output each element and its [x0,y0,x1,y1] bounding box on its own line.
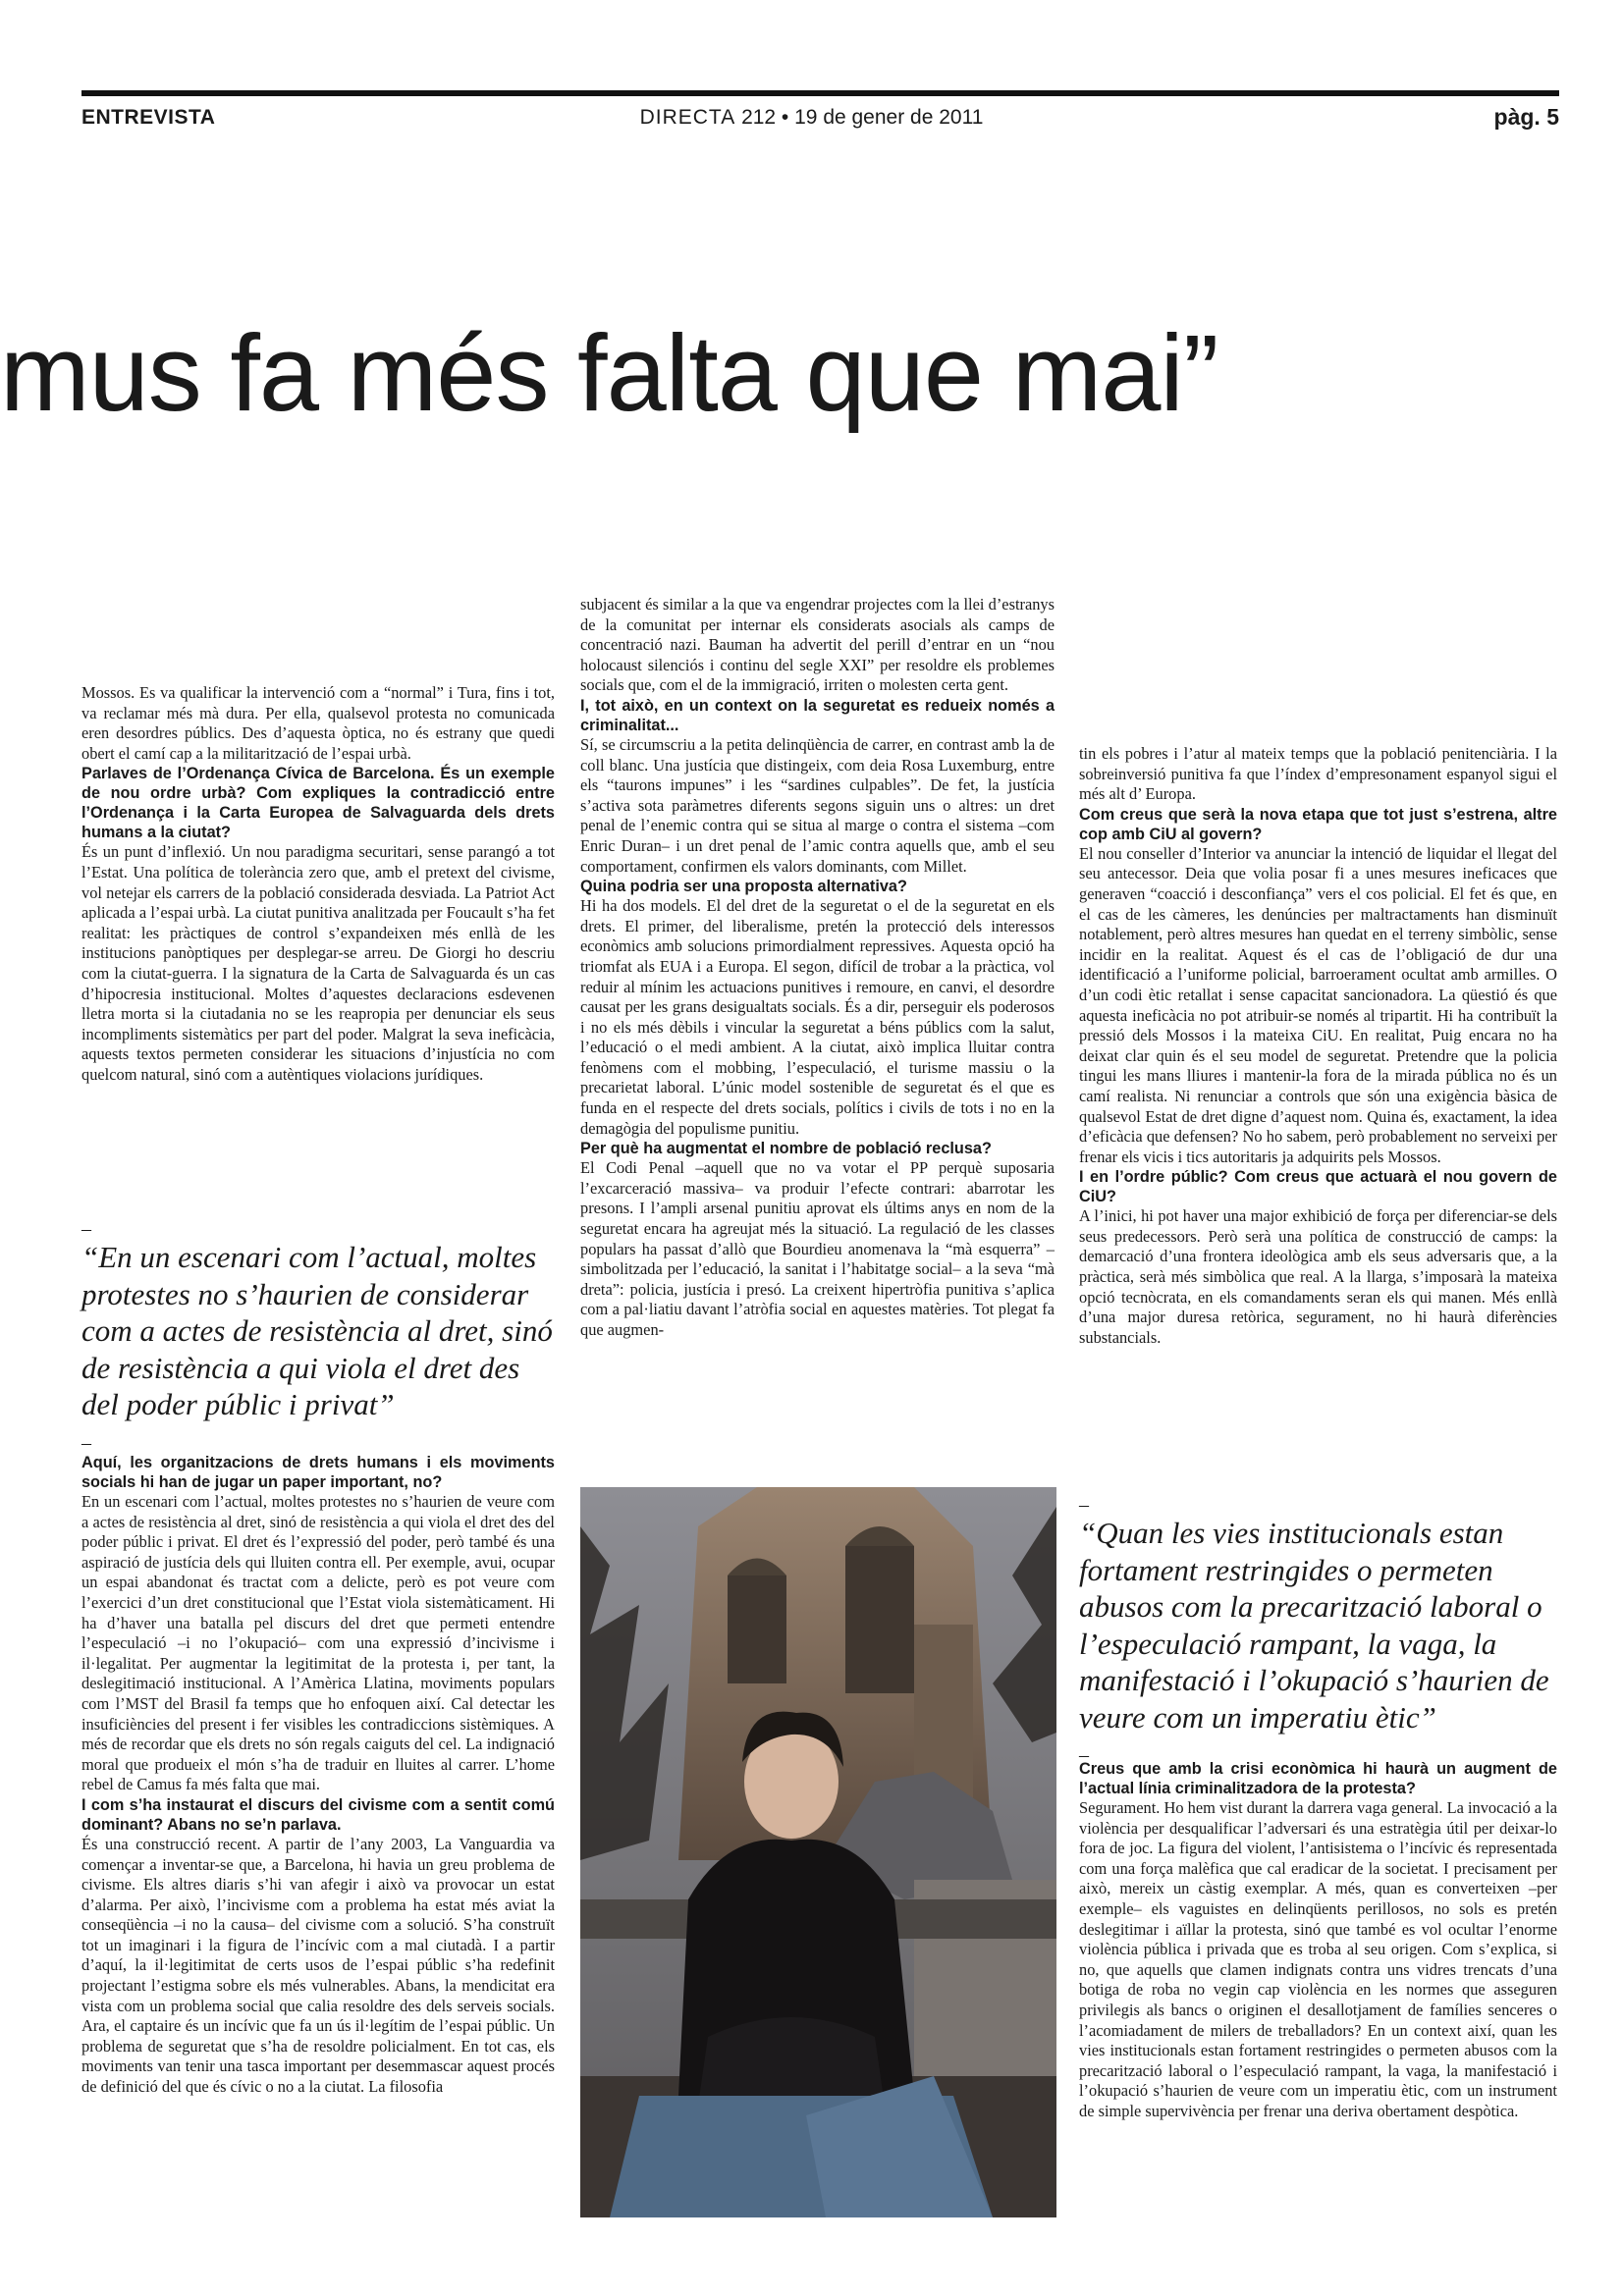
interview-question: Com creus que serà la nova etapa que tot just s’estrena, altre cop amb CiU al govern? [1079,805,1557,843]
answer-paragraph: Segurament. Ho hem vist durant la darrera vaga general. La invocació a la violència per desqualificar l’adversari és una estratègia útil per deixar-lo fora de joc. La figura del violent, l’antisistema o l’incívic és representada com una força malèfica que cal eradicar de la societat. I precisament per això, mereix un càstig exemplar. A més, quan es converteixen –per exemple– els vaguistes en delinqüents perillosos, no sols es pretén deslegitimar i aïllar la protesta, sinó que també es vol ocultar l’enorme violència pública i privada que es troba al seu origen. Com s’explica, si no, que aquells que clamen indignats contra uns vidres trencats d’una botiga de roba no vegin cap violència en les normes que asseguren privilegis als bancs o originen el desallotjament de famílies senceres o l’acomiadament de milers de treballadors? En un context així, quan les vies institucionals estan fortament restringides o permeten abusos com la precarització laboral o l’especulació rampant, la vaga, la manifestació i l’okupació s’haurien de veure com un imperatiu ètic, com un instrument de simple supervivència per frenar una deriva obertament despòtica. [1079,1798,1557,2120]
answer-paragraph: És un punt d’inflexió. Un nou paradigma securitari, sense parangó a tot l’Estat. Una política de tolerància zero que, amb el pretext del civisme, vol netejar els carrers de la població considerada desviada. La Patriot Act aplicada a l’espai urbà. La ciutat punitiva analitzada per Foucault s’ha fet realitat: les pràctiques de control s’expandeixen més enllà de les institucions panòptiques per desplegar-se arreu. De Giorgi ho descriu com la ciutat-guerra. I la signatura de la Carta de Salvaguarda és un cas d’hipocresia institucional. Moltes d’aquestes declaracions esdevenen lletra morta si la ciutadania no se les reapropia per denunciar els seus incompliments sistemàtics per part del poder. Malgrat la seva ineficàcia, aquests textos permeten considerar les situacions d’injustícia no com quelcom natural, sinó com a autèntiques violacions jurídiques. [81,842,555,1084]
pull-quote-dash: – [81,1218,91,1240]
headline: mus fa més falta que mai” [0,313,1218,434]
interview-question: I en l’ordre públic? Com creus que actuarà el nou govern de CiU? [1079,1168,1557,1206]
pull-quote-1 [81,1219,555,1453]
interview-question: I, tot això, en un context on la seguretat es redueix només a criminalitat... [580,696,1055,734]
answer-paragraph: En un escenari com l’actual, moltes protestes no s’haurien de veure com a actes de resistència al dret, sinó de resistència a qui viola el dret des del poder públic i privat. El dret és l’expressió del poder, però també és una aspiració de justícia dels qui lluiten contra ell. Per exemple, avui, ocupar un espai abandonat és tractat com a delicte, però es pot veure com l’exercici d’un dret constitucional que l’Estat viola sistemàticament. Hi ha d’haver una batalla pel discurs del dret que permeti entendre l’especulació –i no l’okupació– com una expressió d’incivisme i il·legalitat. Per augmentar la legitimitat de la protesta i, per tant, la deslegitimació institucional. A l’Amèrica Llatina, moviments populars com l’MST del Brasil fa temps que ho enfoquen així. Cal detectar les insuficiències del present i fer visibles les contradiccions sistèmiques. A més de recordar que els drets no són regals caiguts del cel. La indignació moral que produeix el món s’ha de traduir en lluites al carrer. L’home rebel de Camus fa més falta que mai. [81,1492,555,1794]
section-label: ENTREVISTA [81,106,216,129]
answer-paragraph: Hi ha dos models. El del dret de la seguretat o el de la seguretat en els drets. El primer, del liberalisme, pretén la protecció dels interessos econòmics amb solucions primordialment repressives. Aquesta opció ha triomfat als EUA i a Europa. El segon, difícil de trobar a la pràctica, vol reduir al mínim les actuacions punitives i remoure, en canvi, el desordre causat per les grans desigualtats socials. És a dir, perseguir els poderosos i no els més dèbils i vincular la seguretat a béns públics com la salut, l’educació o el medi ambient. A la ciutat, això implica lluitar contra fenòmens com el mobbing, l’especulació, el turisme massiu o la precarietat laboral. L’únic model sostenible de seguretat és el que es funda en el respecte del drets socials, polítics i civils de tots i no en la demagògia del populisme punitiu. [580,896,1055,1138]
issue-info [0,106,1623,130]
answer-paragraph: El nou conseller d’Interior va anunciar la intenció de liquidar el llegat del seu antecessor. Deia que volia posar fi a unes mesures ineficaces que generaven “coacció i desconfiança” vers el cos policial. El fet és que, en el cas de les càmeres, les denúncies per maltractaments han disminuït notablement, però altres mesures han quedat en el terreny simbòlic, sense incidir en la realitat. Aquest és el cas de l’obligació de dur una identificació a l’uniforme policial, barroerament ocultat amb armilles. O d’un codi ètic retallat i sense capacitat sancionadora. La qüestió és que aquesta ineficàcia no pot atribuir-se només al tripartit. Hi ha contribuït la pressió dels Mossos i la mateixa CiU. En realitat, Puig encara no ha deixat clar quin és el seu model de seguretat. Pretendre que la policia tingui les mans lliures i mantenir-la fora de la mirada pública no és un camí realista. Ni renunciar a controls que són una exigència bàsica de qualsevol Estat de dret digne d’aquest nom. Quina és, exactament, la idea d’eficàcia que defensen? No ho sabem, però probablement no serveixi per frenar els vicis i tics autoritaris ja adquirits pels Mossos. [1079,843,1557,1166]
pull-quote-dash: – [81,1431,91,1454]
pull-quote-text: “Quan les vies institucionals estan fortament restringides o permeten abusos com la precarització laboral o l’especulació rampant, la vaga, la manifestació i l’okupació s’haurien de veure com un imperatiu ètic” [1079,1516,1549,1735]
article-column-3 [1079,744,1557,1348]
pull-quote-dash: – [1079,1494,1089,1516]
pull-quote-2 [1079,1495,1560,1765]
answer-paragraph: És una construcció recent. A partir de l’any 2003, La Vanguardia va començar a inventar-se que, a Barcelona, hi havia un greu problema de civisme. Els altres diaris s’hi van afegir i això va provocar un estat d’alarma. Per això, l’incivisme com a problema ha estat més aviat la conseqüència –i no la causa– del civisme com a solució. S’ha construït tot un imaginari i la figura de l’incívic com a mal ciutadà. I a partir d’aquí, la il·legitimitat de certs usos de l’espai públic s’ha redefinit projectant l’estigma sobre els més vulnerables. Abans, la mendicitat era vista com un problema social que calia resoldre des dels serveis socials. Ara, el captaire és un incívic que fa un ús il·legítim de l’espai públic. Un problema de seguretat que s’ha de resoldre policialment. En tot cas, els moviments van tenir una tasca important per desemmascar aquest procés de definició del que és cívic o no a la ciutat. La filosofia [81,1834,555,2097]
interview-question: I com s’ha instaurat el discurs del civisme com a sentit comú dominant? Abans no se’n parlava. [81,1795,555,1834]
answer-paragraph: Sí, se circumscriu a la petita delinqüència de carrer, en contrast amb la de coll blanc. Una justícia que distingeix, com deia Rosa Luxemburg, entre els “taurons impunes” i les “sardines culpables”. De fet, la justícia s’activa sota paràmetres diferents segons siguin uns o altres: un dret penal de l’enemic contra qui se situa al marge o contra el sistema –com Enric Duran– i un dret penal de l’amic contra aquells que, amb el seu comportament, confirmen els valors dominants, com Millet. [580,734,1055,876]
paper-name: DIRECTA [639,106,736,129]
article-column-1 [81,683,555,1086]
answer-paragraph: tin els pobres i l’atur al mateix temps que la població penitenciària. I la sobreinversió punitiva fa que l’índex d’empresonament espanyol sigui el més alt d’ Europa. [1079,744,1557,804]
interviewee-photo [580,1487,1056,2217]
article-column-2 [580,595,1055,1341]
interview-question: Aquí, les organitzacions de drets humans i els moviments socials hi han de jugar un paper important, no? [81,1454,555,1491]
answer-paragraph: A l’inici, hi pot haver una major exhibició de força per diferenciar-se dels seus predecessors. Però serà una política de construcció de camps: la demarcació d’una frontera ideològica amb els seus adversaris que, a la pràctica, serà més simbòlica que real. A la llarga, s’imposarà la mateixa opció tecnòcrata, en els comandaments seran els qui manen. Més enllà d’una major duresa retòrica, segurament, no hi haurà diferències substancials. [1079,1206,1557,1347]
article-column-1b [81,1453,555,2098]
header-rule [81,90,1559,96]
article-column-3b [1079,1759,1557,2122]
answer-paragraph: subjacent és similar a la que va engendrar projectes com la llei d’estranys de la comunitat per internar els considerats asocials als camps de concentració nazi. Bauman ha advertit del perill d’entrar en un “nou holocaust silenciós i continu del segle XXI” per resoldre els problemes socials que, com el de la immigració, irriten o molesten certa gent. [580,595,1055,695]
page-number: pàg. 5 [1493,104,1559,130]
answer-paragraph: El Codi Penal –aquell que no va votar el PP perquè suposaria l’excarceració massiva– va produir l’efecte contrari: abarrotar les presons. I l’ampli arsenal punitiu aprovat els últims anys en nom de la seguretat encara ha agreujat més la situació. La regulació de les classes populars ha passat d’allò que Bourdieu anomenava la “mà esquerra” –simbolitzada per l’educació, la sanitat i l’habitatge social– a la seva “mà dreta”: policia, justícia i presó. La creixent hipertròfia punitiva s’aplica com a pal·liatiu davant l’atròfia social en aquestes matèries. Tot plegat fa que augmen- [580,1158,1055,1339]
interview-question: Quina podria ser una proposta alternativa? [580,878,907,896]
interview-question: Creus que amb la crisi econòmica hi haurà un augment de l’actual línia criminalitzadora de la protesta? [1079,1760,1557,1797]
interview-question: Per què ha augmentat el nombre de població reclusa? [580,1140,992,1158]
answer-paragraph: Mossos. Es va qualificar la intervenció com a “normal” i Tura, fins i tot, va reclamar més mà dura. Per ella, qualsevol protesta no comunicada eren desordres públics. Des d’aquesta òptica, no és estrany que quedi obert el camí cap a la militarització de l’espai urbà. [81,683,555,763]
issue-date: 212 • 19 de gener de 2011 [741,106,984,129]
interview-question: Parlaves de l’Ordenança Cívica de Barcelona. És un exemple de nou ordre urbà? Com expliques la contradicció entre l’Ordenança i la Carta Europea de Salvaguarda dels drets humans a la ciutat? [81,765,555,842]
pull-quote-text: “En un escenari com l’actual, moltes protestes no s’haurien de considerar com a actes de resistència al dret, sinó de resistència a qui viola el dret des del poder públic i privat” [81,1240,553,1421]
pull-quote-dash: – [1079,1744,1089,1766]
